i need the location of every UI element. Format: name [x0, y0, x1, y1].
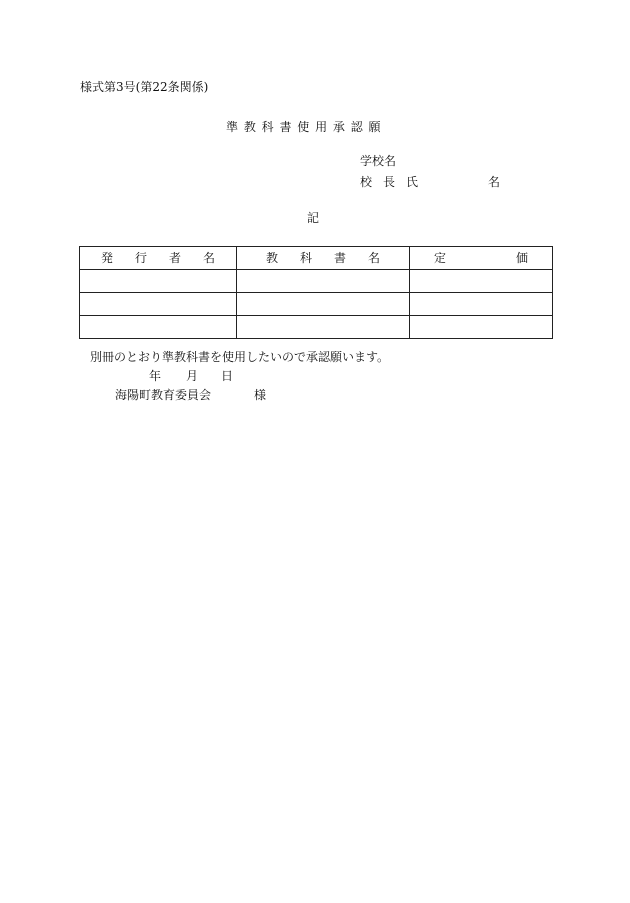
publisher-cell[interactable] — [80, 270, 237, 293]
principal-char-3: 氏 — [406, 175, 419, 189]
header-textbook-char: 科 — [299, 251, 312, 265]
principal-char-1: 校 — [360, 175, 373, 189]
table-header-row — [80, 247, 553, 270]
price-cell[interactable] — [410, 316, 553, 339]
principal-char-2: 長 — [383, 175, 396, 189]
textbook-name-cell[interactable] — [237, 270, 410, 293]
header-price — [410, 247, 553, 270]
header-publisher-char: 名 — [203, 251, 216, 265]
textbook-table — [79, 246, 553, 339]
publisher-cell[interactable] — [80, 293, 237, 316]
header-textbook-char: 書 — [334, 251, 347, 265]
header-publisher-char: 行 — [134, 251, 147, 265]
price-cell[interactable] — [410, 270, 553, 293]
date-year-label: 年 — [149, 369, 162, 383]
addressee-name: 海陽町教育委員会 — [115, 388, 212, 402]
textbook-name-cell[interactable] — [237, 316, 410, 339]
header-price-char: 価 — [515, 251, 528, 265]
header-publisher-char: 発 — [100, 251, 113, 265]
record-label: 記 — [307, 211, 320, 225]
principal-char-4: 名 — [488, 175, 501, 189]
date-month-label: 月 — [186, 369, 199, 383]
addressee-honorific: 様 — [254, 388, 267, 402]
document-title: 準 教 科 書 使 用 承 認 願 — [226, 120, 382, 134]
school-name-label: 学校名 — [360, 154, 397, 168]
header-textbook-char: 名 — [368, 251, 381, 265]
table-row — [80, 270, 553, 293]
textbook-name-cell[interactable] — [237, 293, 410, 316]
publisher-cell[interactable] — [80, 316, 237, 339]
header-publisher-char: 者 — [169, 251, 182, 265]
header-textbook-char: 教 — [265, 251, 278, 265]
header-price-char: 定 — [434, 251, 447, 265]
table-row — [80, 316, 553, 339]
price-cell[interactable] — [410, 293, 553, 316]
date-day-label: 日 — [221, 369, 234, 383]
table-row — [80, 293, 553, 316]
request-text: 別冊のとおり準教科書を使用したいので承認願います。 — [90, 350, 390, 364]
header-textbook-name — [237, 247, 410, 270]
header-publisher — [80, 247, 237, 270]
form-number-label: 様式第3号(第22条関係) — [80, 80, 209, 94]
